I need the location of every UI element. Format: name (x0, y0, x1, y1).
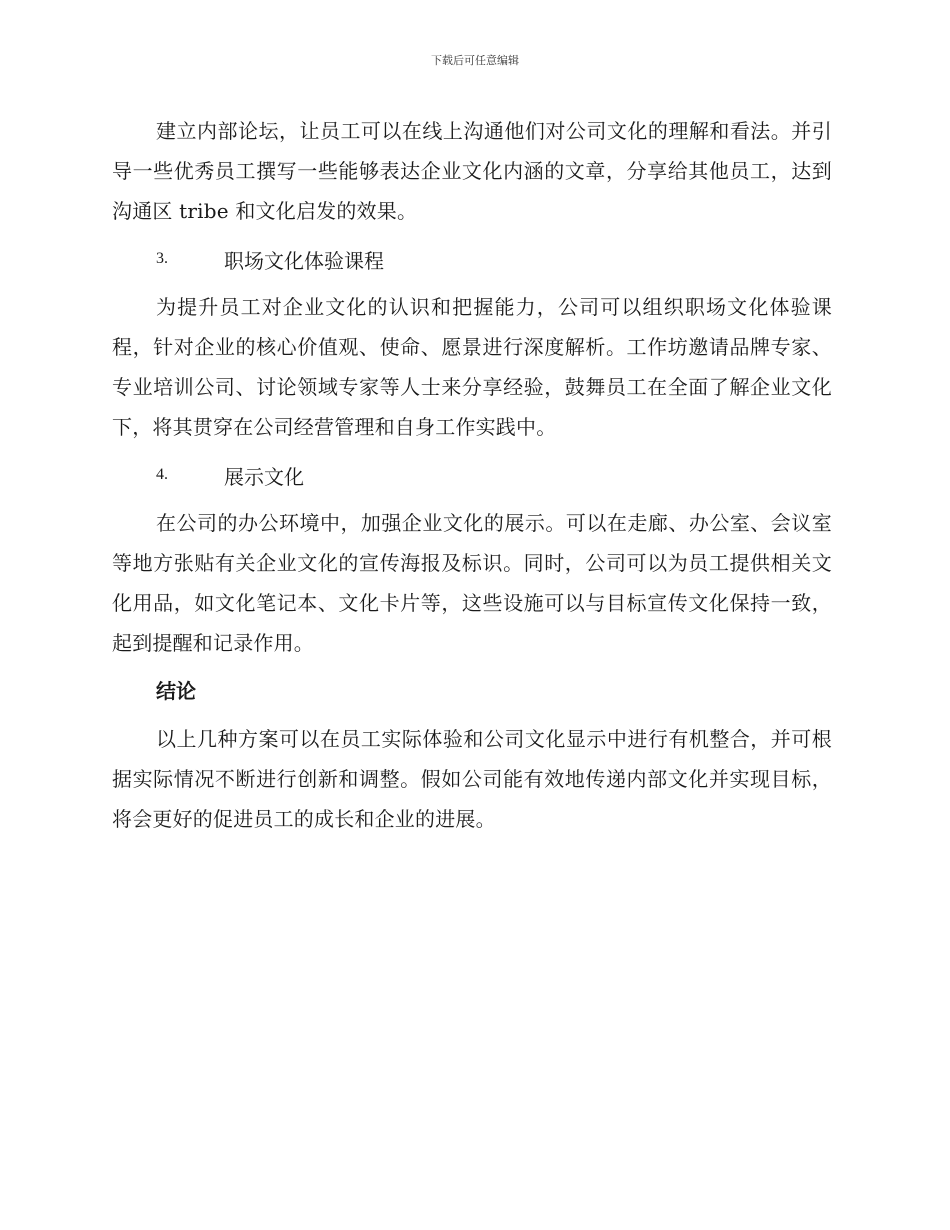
document-body (112, 111, 832, 839)
list-item-title: 职场文化体验课程 (224, 248, 384, 273)
paragraph-conclusion: 以上几种方案可以在员工实际体验和公司文化显示中进行有机整合，并可根据实际情况不断进行创新和调整。假如公司能有效地传递内部文化并实现目标，将会更好的促进员工的成长和企业的进展。 (112, 727, 832, 831)
list-item-number: 4. (156, 466, 168, 483)
list-item-heading-4 (112, 455, 832, 495)
section-heading-conclusion: 结论 (156, 679, 196, 703)
paragraph-display: 在公司的办公环境中，加强企业文化的展示。可以在走廊、办公室、会议室等地方张贴有关企业文化的宣传海报及标识。同时，公司可以为员工提供相关文化用品，如文化笔记本、文化卡片等，这些设施可以与目标宣传文化保持一致，起到提醒和记录作用。 (112, 511, 832, 655)
list-item-number: 3. (156, 250, 168, 267)
header-note: 下载后可任意编辑 (431, 54, 519, 67)
list-item-title: 展示文化 (224, 464, 304, 489)
paragraph-forum: 建立内部论坛，让员工可以在线上沟通他们对公司文化的理解和看法。并引导一些优秀员工撰写一些能够表达企业文化内涵的文章，分享给其他员工，达到沟通区 tribe 和文化启发的效果。 (112, 119, 832, 223)
paragraph-course: 为提升员工对企业文化的认识和把握能力，公司可以组织职场文化体验课程，针对企业的核心价值观、使命、愿景进行深度解析。工作坊邀请品牌专家、专业培训公司、讨论领域专家等人士来分享经验，鼓舞员工在全面了解企业文化下，将其贯穿在公司经营管理和自身工作实践中。 (112, 295, 832, 439)
list-item-heading-3 (112, 239, 832, 279)
